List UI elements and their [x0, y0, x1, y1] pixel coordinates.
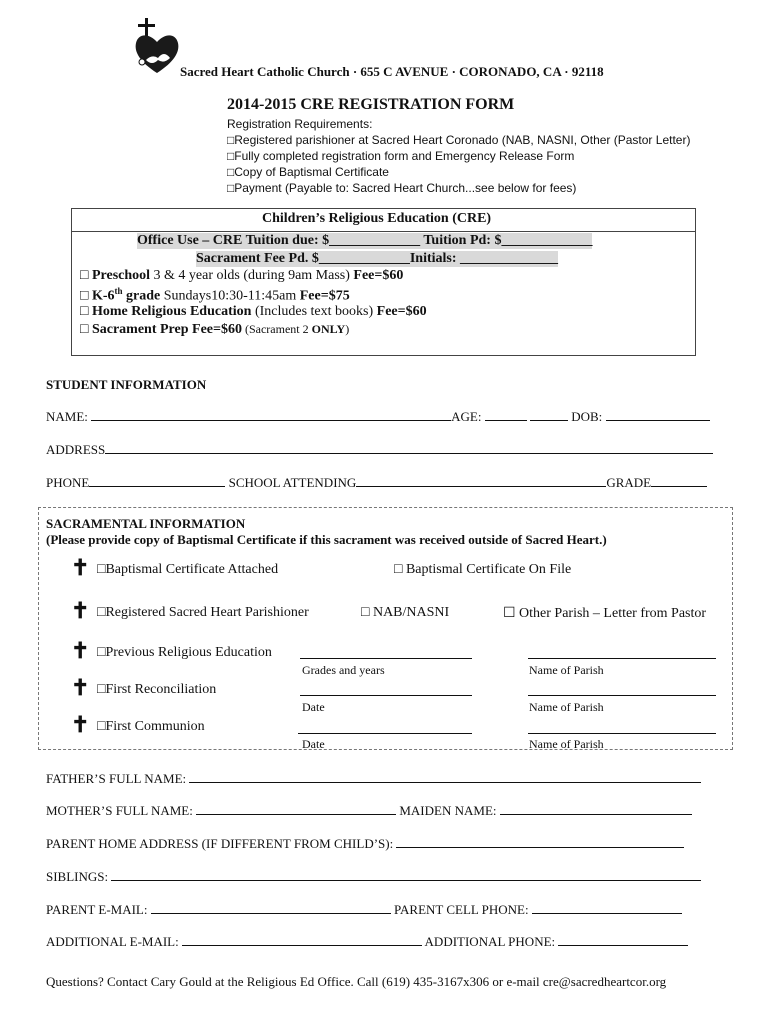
- phone-row: PHONE SCHOOL ATTENDING GRADE: [46, 475, 707, 491]
- school-field[interactable]: [356, 475, 606, 487]
- option-home-religious-ed[interactable]: □ Home Religious Education (Includes text books) Fee=$60: [80, 304, 427, 319]
- sacramental-heading: SACRAMENTAL INFORMATION: [46, 516, 246, 531]
- siblings-field[interactable]: [111, 869, 701, 881]
- cre-title: Children’s Religious Education (CRE): [262, 211, 492, 226]
- parent-address-field[interactable]: [396, 836, 684, 848]
- nab-nasni-checkbox[interactable]: □ NAB/NASNI: [361, 605, 450, 620]
- parish-field-3[interactable]: [528, 733, 716, 734]
- age-field[interactable]: [485, 409, 527, 421]
- sacramental-subheading: (Please provide copy of Baptismal Certificate if this sacrament was received outside of Sacred Heart.): [46, 532, 607, 547]
- father-name-field[interactable]: [189, 771, 701, 783]
- additional-email-field[interactable]: [182, 934, 422, 946]
- name-field[interactable]: [91, 409, 451, 421]
- option-preschool[interactable]: □ Preschool 3 & 4 year olds (during 9am Mass) Fee=$60: [80, 268, 404, 283]
- date-label: Date: [302, 737, 325, 751]
- parent-email-field[interactable]: [151, 902, 391, 914]
- additional-row: ADDITIONAL E-MAIL: ADDITIONAL PHONE:: [46, 934, 688, 950]
- baptismal-on-file-checkbox[interactable]: □ Baptismal Certificate On File: [394, 562, 572, 577]
- requirement-item[interactable]: □Copy of Baptismal Certificate: [227, 165, 389, 179]
- name-row: NAME: AGE: DOB:: [46, 409, 710, 425]
- first-communion-checkbox[interactable]: □First Communion: [97, 719, 205, 734]
- option-k6[interactable]: □ K-6th grade Sundays10:30-11:45am Fee=$75: [80, 286, 350, 304]
- other-parish-checkbox[interactable]: ☐ Other Parish – Letter from Pastor: [503, 606, 707, 621]
- contact-footer: Questions? Contact Cary Gould at the Religious Ed Office. Call (619) 435-3167x306 or e-mail cre@sacredheartcor.org: [46, 974, 667, 989]
- option-sacrament-prep[interactable]: □ Sacrament Prep Fee=$60 (Sacrament 2 ONLY): [80, 322, 350, 337]
- cross-icon: ✝: [71, 712, 90, 737]
- additional-phone-field[interactable]: [558, 934, 688, 946]
- grades-years-label: Grades and years: [302, 663, 385, 677]
- parish-label: Name of Parish: [529, 700, 604, 714]
- cross-icon: ✝: [71, 555, 90, 580]
- form-title: 2014-2015 CRE REGISTRATION FORM: [227, 96, 515, 113]
- maiden-name-field[interactable]: [500, 803, 692, 815]
- church-address-line: Sacred Heart Catholic Church · 655 C AVENUE · CORONADO, CA · 92118: [180, 64, 604, 79]
- address-row: ADDRESS: [46, 442, 713, 458]
- grade-field[interactable]: [651, 475, 707, 487]
- requirement-item[interactable]: □Fully completed registration form and Emergency Release Form: [227, 149, 575, 163]
- checkbox[interactable]: □: [80, 322, 89, 337]
- checkbox[interactable]: □: [80, 268, 89, 283]
- cross-icon: ✝: [71, 598, 90, 623]
- address-field[interactable]: [105, 442, 713, 454]
- requirements-heading: Registration Requirements:: [227, 117, 373, 131]
- date-label: Date: [302, 700, 325, 714]
- grades-years-field[interactable]: [300, 658, 472, 659]
- student-info-heading: STUDENT INFORMATION: [46, 377, 207, 392]
- mother-name-field[interactable]: [196, 803, 396, 815]
- church-logo: [132, 18, 182, 78]
- checkbox[interactable]: □: [80, 288, 89, 304]
- cross-icon: ✝: [71, 675, 90, 700]
- baptismal-attached-checkbox[interactable]: □Baptismal Certificate Attached: [97, 562, 279, 577]
- requirement-item[interactable]: □Registered parishioner at Sacred Heart Coronado (NAB, NASNI, Other (Pastor Letter): [227, 133, 691, 147]
- prev-religious-ed-checkbox[interactable]: □Previous Religious Education: [97, 645, 272, 660]
- father-row: FATHER’S FULL NAME:: [46, 771, 701, 787]
- first-reconciliation-checkbox[interactable]: □First Reconciliation: [97, 682, 217, 697]
- registered-parishioner-checkbox[interactable]: □Registered Sacred Heart Parishioner: [97, 605, 309, 620]
- mother-row: MOTHER’S FULL NAME: MAIDEN NAME:: [46, 803, 692, 819]
- office-use-tuition: Office Use – CRE Tuition due: $_____________ Tuition Pd: $_____________: [137, 233, 593, 248]
- office-use-sacrament-fee: Sacrament Fee Pd. $_____________Initials: ______________: [196, 251, 559, 266]
- parish-label: Name of Parish: [529, 663, 604, 677]
- parish-field-2[interactable]: [528, 695, 716, 696]
- age-field-2[interactable]: [530, 409, 568, 421]
- siblings-row: SIBLINGS:: [46, 869, 701, 885]
- reconciliation-date-field[interactable]: [300, 695, 472, 696]
- communion-date-field[interactable]: [298, 733, 472, 734]
- email-row: PARENT E-MAIL: PARENT CELL PHONE:: [46, 902, 682, 918]
- parent-cell-field[interactable]: [532, 902, 682, 914]
- cross-icon: ✝: [71, 638, 90, 663]
- cre-divider: [72, 231, 696, 232]
- parish-label: Name of Parish: [529, 737, 604, 751]
- parish-field-1[interactable]: [528, 658, 716, 659]
- home-address-row: PARENT HOME ADDRESS (IF DIFFERENT FROM CHILD’S):: [46, 836, 684, 852]
- dob-field[interactable]: [606, 409, 710, 421]
- phone-field[interactable]: [89, 475, 225, 487]
- checkbox[interactable]: □: [80, 304, 89, 319]
- requirement-item[interactable]: □Payment (Payable to: Sacred Heart Church...see below for fees): [227, 181, 577, 195]
